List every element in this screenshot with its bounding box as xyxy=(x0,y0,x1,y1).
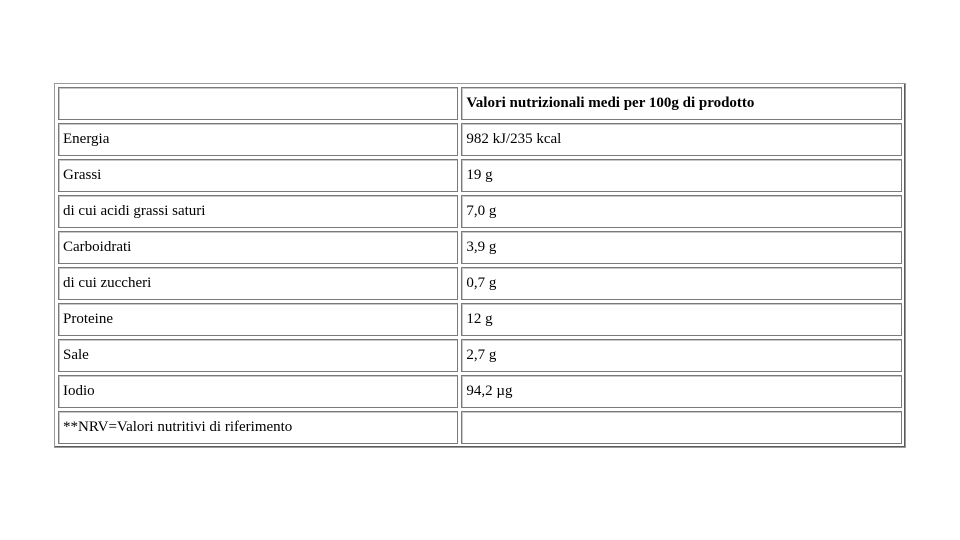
header-value-cell: Valori nutrizionali medi per 100g di prodotto xyxy=(461,87,902,120)
nutrient-value: 2,7 g xyxy=(461,339,902,372)
table-header-row xyxy=(58,87,902,120)
nutrient-label: Sale xyxy=(58,339,458,372)
nutrient-label: di cui zuccheri xyxy=(58,267,458,300)
table-row xyxy=(58,159,902,192)
table-row xyxy=(58,123,902,156)
nutrient-label: Energia xyxy=(58,123,458,156)
footnote-label: **NRV=Valori nutritivi di riferimento xyxy=(58,411,458,444)
table-footnote-row xyxy=(58,411,902,444)
footnote-value xyxy=(461,411,902,444)
nutrient-label: Iodio xyxy=(58,375,458,408)
table-row xyxy=(58,375,902,408)
table-row xyxy=(58,231,902,264)
nutrient-value: 982 kJ/235 kcal xyxy=(461,123,902,156)
nutrient-label: Proteine xyxy=(58,303,458,336)
nutrient-value: 3,9 g xyxy=(461,231,902,264)
nutrient-value: 0,7 g xyxy=(461,267,902,300)
header-label-cell xyxy=(58,87,458,120)
nutrient-value: 19 g xyxy=(461,159,902,192)
nutrient-label: di cui acidi grassi saturi xyxy=(58,195,458,228)
table-row xyxy=(58,195,902,228)
table-row xyxy=(58,339,902,372)
table-row xyxy=(58,267,902,300)
nutrient-value: 94,2 µg xyxy=(461,375,902,408)
nutrient-label: Carboidrati xyxy=(58,231,458,264)
table-row xyxy=(58,303,902,336)
nutrient-value: 7,0 g xyxy=(461,195,902,228)
nutrient-value: 12 g xyxy=(461,303,902,336)
nutrition-table xyxy=(54,83,906,448)
nutrient-label: Grassi xyxy=(58,159,458,192)
